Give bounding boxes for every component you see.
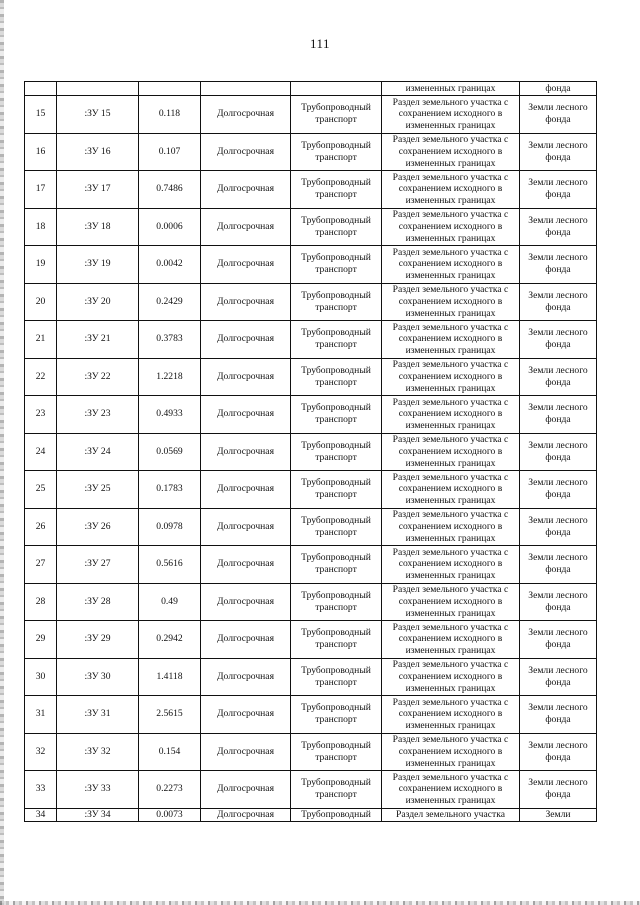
table-row xyxy=(25,358,597,396)
cell-method: Раздел земельного участка с сохранением исходного в измененных границах xyxy=(382,621,520,659)
cell-method: измененных границах xyxy=(382,82,520,96)
cell-method: Раздел земельного участка с сохранением исходного в измененных границах xyxy=(382,696,520,734)
cell-code xyxy=(57,82,139,96)
cell-code: :ЗУ 33 xyxy=(57,771,139,809)
table-row xyxy=(25,246,597,284)
table-row xyxy=(25,471,597,509)
cell-category: Земли лесного фонда xyxy=(520,283,597,321)
cell-area: 1.4118 xyxy=(139,658,201,696)
cell-area: 0.5616 xyxy=(139,546,201,584)
cell-purpose: Трубопроводный транспорт xyxy=(291,658,382,696)
cell-code: :ЗУ 31 xyxy=(57,696,139,734)
cell-code: :ЗУ 25 xyxy=(57,471,139,509)
table-row xyxy=(25,133,597,171)
cell-area: 0.0569 xyxy=(139,433,201,471)
cell-area: 0.107 xyxy=(139,133,201,171)
cell-num: 22 xyxy=(25,358,57,396)
cell-method: Раздел земельного участка с сохранением исходного в измененных границах xyxy=(382,546,520,584)
cell-category: Земли лесного фонда xyxy=(520,171,597,209)
cell-area xyxy=(139,82,201,96)
land-plots-table xyxy=(24,81,597,822)
cell-method: Раздел земельного участка с сохранением исходного в измененных границах xyxy=(382,208,520,246)
cell-term: Долгосрочная xyxy=(201,808,291,821)
cell-purpose: Трубопроводный xyxy=(291,808,382,821)
cell-method: Раздел земельного участка с сохранением исходного в измененных границах xyxy=(382,396,520,434)
cell-category: Земли лесного фонда xyxy=(520,471,597,509)
cell-method: Раздел земельного участка с сохранением исходного в измененных границах xyxy=(382,583,520,621)
table-row xyxy=(25,733,597,771)
last-row xyxy=(25,808,597,821)
cell-category: Земли лесного фонда xyxy=(520,771,597,809)
cell-method: Раздел земельного участка с сохранением исходного в измененных границах xyxy=(382,733,520,771)
cell-category: Земли лесного фонда xyxy=(520,546,597,584)
table-row xyxy=(25,546,597,584)
cell-method: Раздел земельного участка с сохранением исходного в измененных границах xyxy=(382,321,520,359)
cell-category: фонда xyxy=(520,82,597,96)
cell-area: 0.2273 xyxy=(139,771,201,809)
cell-term: Долгосрочная xyxy=(201,396,291,434)
cell-area: 0.118 xyxy=(139,96,201,134)
cell-method: Раздел земельного участка с сохранением исходного в измененных границах xyxy=(382,358,520,396)
cell-method: Раздел земельного участка с сохранением исходного в измененных границах xyxy=(382,171,520,209)
cell-code: :ЗУ 28 xyxy=(57,583,139,621)
cell-code: :ЗУ 18 xyxy=(57,208,139,246)
cell-method: Раздел земельного участка с сохранением исходного в измененных границах xyxy=(382,771,520,809)
cell-category: Земли лесного фонда xyxy=(520,621,597,659)
cell-code: :ЗУ 15 xyxy=(57,96,139,134)
cell-num: 23 xyxy=(25,396,57,434)
cell-purpose: Трубопроводный транспорт xyxy=(291,621,382,659)
cell-category: Земли лесного фонда xyxy=(520,396,597,434)
cell-method: Раздел земельного участка с сохранением исходного в измененных границах xyxy=(382,658,520,696)
table-row xyxy=(25,433,597,471)
cell-category: Земли лесного фонда xyxy=(520,133,597,171)
table-row xyxy=(25,396,597,434)
cell-term: Долгосрочная xyxy=(201,583,291,621)
cell-code: :ЗУ 20 xyxy=(57,283,139,321)
cell-num: 28 xyxy=(25,583,57,621)
cell-term: Долгосрочная xyxy=(201,246,291,284)
cell-code: :ЗУ 17 xyxy=(57,171,139,209)
cell-purpose: Трубопроводный транспорт xyxy=(291,96,382,134)
cell-code: :ЗУ 30 xyxy=(57,658,139,696)
cell-num: 21 xyxy=(25,321,57,359)
cell-term: Долгосрочная xyxy=(201,546,291,584)
cell-purpose: Трубопроводный транспорт xyxy=(291,583,382,621)
cell-num: 29 xyxy=(25,621,57,659)
cell-num: 34 xyxy=(25,808,57,821)
cell-category: Земли лесного фонда xyxy=(520,508,597,546)
cell-term: Долгосрочная xyxy=(201,771,291,809)
cell-num: 20 xyxy=(25,283,57,321)
cell-purpose: Трубопроводный транспорт xyxy=(291,283,382,321)
cell-category: Земли лесного фонда xyxy=(520,433,597,471)
cell-code: :ЗУ 16 xyxy=(57,133,139,171)
cell-category: Земли лесного фонда xyxy=(520,321,597,359)
cell-term: Долгосрочная xyxy=(201,321,291,359)
cell-purpose: Трубопроводный транспорт xyxy=(291,396,382,434)
cell-num: 16 xyxy=(25,133,57,171)
cell-category: Земли лесного фонда xyxy=(520,583,597,621)
cell-area: 0.154 xyxy=(139,733,201,771)
cell-term: Долгосрочная xyxy=(201,508,291,546)
cell-num: 27 xyxy=(25,546,57,584)
cell-area: 0.2429 xyxy=(139,283,201,321)
cell-area: 1.2218 xyxy=(139,358,201,396)
cell-purpose: Трубопроводный транспорт xyxy=(291,471,382,509)
cell-code: :ЗУ 23 xyxy=(57,396,139,434)
cell-method: Раздел земельного участка с сохранением исходного в измененных границах xyxy=(382,96,520,134)
cell-area: 0.1783 xyxy=(139,471,201,509)
cell-purpose: Трубопроводный транспорт xyxy=(291,171,382,209)
scan-edge-bottom xyxy=(0,901,640,905)
table-row xyxy=(25,658,597,696)
cell-code: :ЗУ 29 xyxy=(57,621,139,659)
cell-purpose: Трубопроводный транспорт xyxy=(291,246,382,284)
table-row xyxy=(25,771,597,809)
cell-area: 0.3783 xyxy=(139,321,201,359)
cell-num: 31 xyxy=(25,696,57,734)
cell-method: Раздел земельного участка с сохранением исходного в измененных границах xyxy=(382,133,520,171)
cell-purpose: Трубопроводный транспорт xyxy=(291,771,382,809)
cell-area: 0.49 xyxy=(139,583,201,621)
cell-purpose: Трубопроводный транспорт xyxy=(291,733,382,771)
cell-purpose: Трубопроводный транспорт xyxy=(291,433,382,471)
cell-area: 0.0006 xyxy=(139,208,201,246)
cell-purpose: Трубопроводный транспорт xyxy=(291,546,382,584)
table-row xyxy=(25,621,597,659)
cell-num: 25 xyxy=(25,471,57,509)
cell-num: 15 xyxy=(25,96,57,134)
cell-term: Долгосрочная xyxy=(201,96,291,134)
cell-category: Земли лесного фонда xyxy=(520,246,597,284)
cell-code: :ЗУ 22 xyxy=(57,358,139,396)
cell-term: Долгосрочная xyxy=(201,358,291,396)
cell-term: Долгосрочная xyxy=(201,471,291,509)
cell-purpose xyxy=(291,82,382,96)
table-row xyxy=(25,96,597,134)
cell-term: Долгосрочная xyxy=(201,733,291,771)
cell-num: 26 xyxy=(25,508,57,546)
cell-category: Земли лесного фонда xyxy=(520,208,597,246)
cell-method: Раздел земельного участка с сохранением исходного в измененных границах xyxy=(382,246,520,284)
cell-category: Земли лесного фонда xyxy=(520,358,597,396)
cell-purpose: Трубопроводный транспорт xyxy=(291,358,382,396)
cell-term: Долгосрочная xyxy=(201,283,291,321)
cell-category: Земли xyxy=(520,808,597,821)
cell-purpose: Трубопроводный транспорт xyxy=(291,133,382,171)
cell-area: 0.2942 xyxy=(139,621,201,659)
cell-method: Раздел земельного участка с сохранением исходного в измененных границах xyxy=(382,283,520,321)
cell-num: 19 xyxy=(25,246,57,284)
table-row xyxy=(25,171,597,209)
cell-category: Земли лесного фонда xyxy=(520,96,597,134)
table-row xyxy=(25,208,597,246)
cell-term: Долгосрочная xyxy=(201,133,291,171)
cell-code: :ЗУ 19 xyxy=(57,246,139,284)
cell-term xyxy=(201,82,291,96)
cell-purpose: Трубопроводный транспорт xyxy=(291,508,382,546)
table-row xyxy=(25,696,597,734)
cell-term: Долгосрочная xyxy=(201,696,291,734)
cell-purpose: Трубопроводный транспорт xyxy=(291,696,382,734)
table-row xyxy=(25,321,597,359)
cell-num: 18 xyxy=(25,208,57,246)
cell-code: :ЗУ 34 xyxy=(57,808,139,821)
cell-method: Раздел земельного участка с сохранением исходного в измененных границах xyxy=(382,471,520,509)
continued-row xyxy=(25,82,597,96)
cell-purpose: Трубопроводный транспорт xyxy=(291,321,382,359)
cell-category: Земли лесного фонда xyxy=(520,658,597,696)
cell-area: 0.7486 xyxy=(139,171,201,209)
cell-code: :ЗУ 26 xyxy=(57,508,139,546)
cell-code: :ЗУ 21 xyxy=(57,321,139,359)
table-row xyxy=(25,283,597,321)
cell-num: 17 xyxy=(25,171,57,209)
cell-term: Долгосрочная xyxy=(201,621,291,659)
table-row xyxy=(25,508,597,546)
cell-code: :ЗУ 32 xyxy=(57,733,139,771)
cell-area: 0.0042 xyxy=(139,246,201,284)
cell-code: :ЗУ 27 xyxy=(57,546,139,584)
scan-edge-left xyxy=(0,0,4,905)
cell-category: Земли лесного фонда xyxy=(520,733,597,771)
cell-num xyxy=(25,82,57,96)
cell-area: 0.0978 xyxy=(139,508,201,546)
cell-area: 0.4933 xyxy=(139,396,201,434)
cell-num: 32 xyxy=(25,733,57,771)
cell-area: 0.0073 xyxy=(139,808,201,821)
page-number: 111 xyxy=(309,36,331,51)
cell-purpose: Трубопроводный транспорт xyxy=(291,208,382,246)
cell-category: Земли лесного фонда xyxy=(520,696,597,734)
cell-area: 2.5615 xyxy=(139,696,201,734)
cell-term: Долгосрочная xyxy=(201,171,291,209)
cell-num: 24 xyxy=(25,433,57,471)
cell-term: Долгосрочная xyxy=(201,658,291,696)
cell-method: Раздел земельного участка с сохранением исходного в измененных границах xyxy=(382,433,520,471)
cell-code: :ЗУ 24 xyxy=(57,433,139,471)
cell-num: 30 xyxy=(25,658,57,696)
cell-method: Раздел земельного участка с сохранением исходного в измененных границах xyxy=(382,508,520,546)
cell-term: Долгосрочная xyxy=(201,433,291,471)
table-row xyxy=(25,583,597,621)
cell-num: 33 xyxy=(25,771,57,809)
cell-term: Долгосрочная xyxy=(201,208,291,246)
table-body xyxy=(25,82,597,822)
cell-method: Раздел земельного участка xyxy=(382,808,520,821)
